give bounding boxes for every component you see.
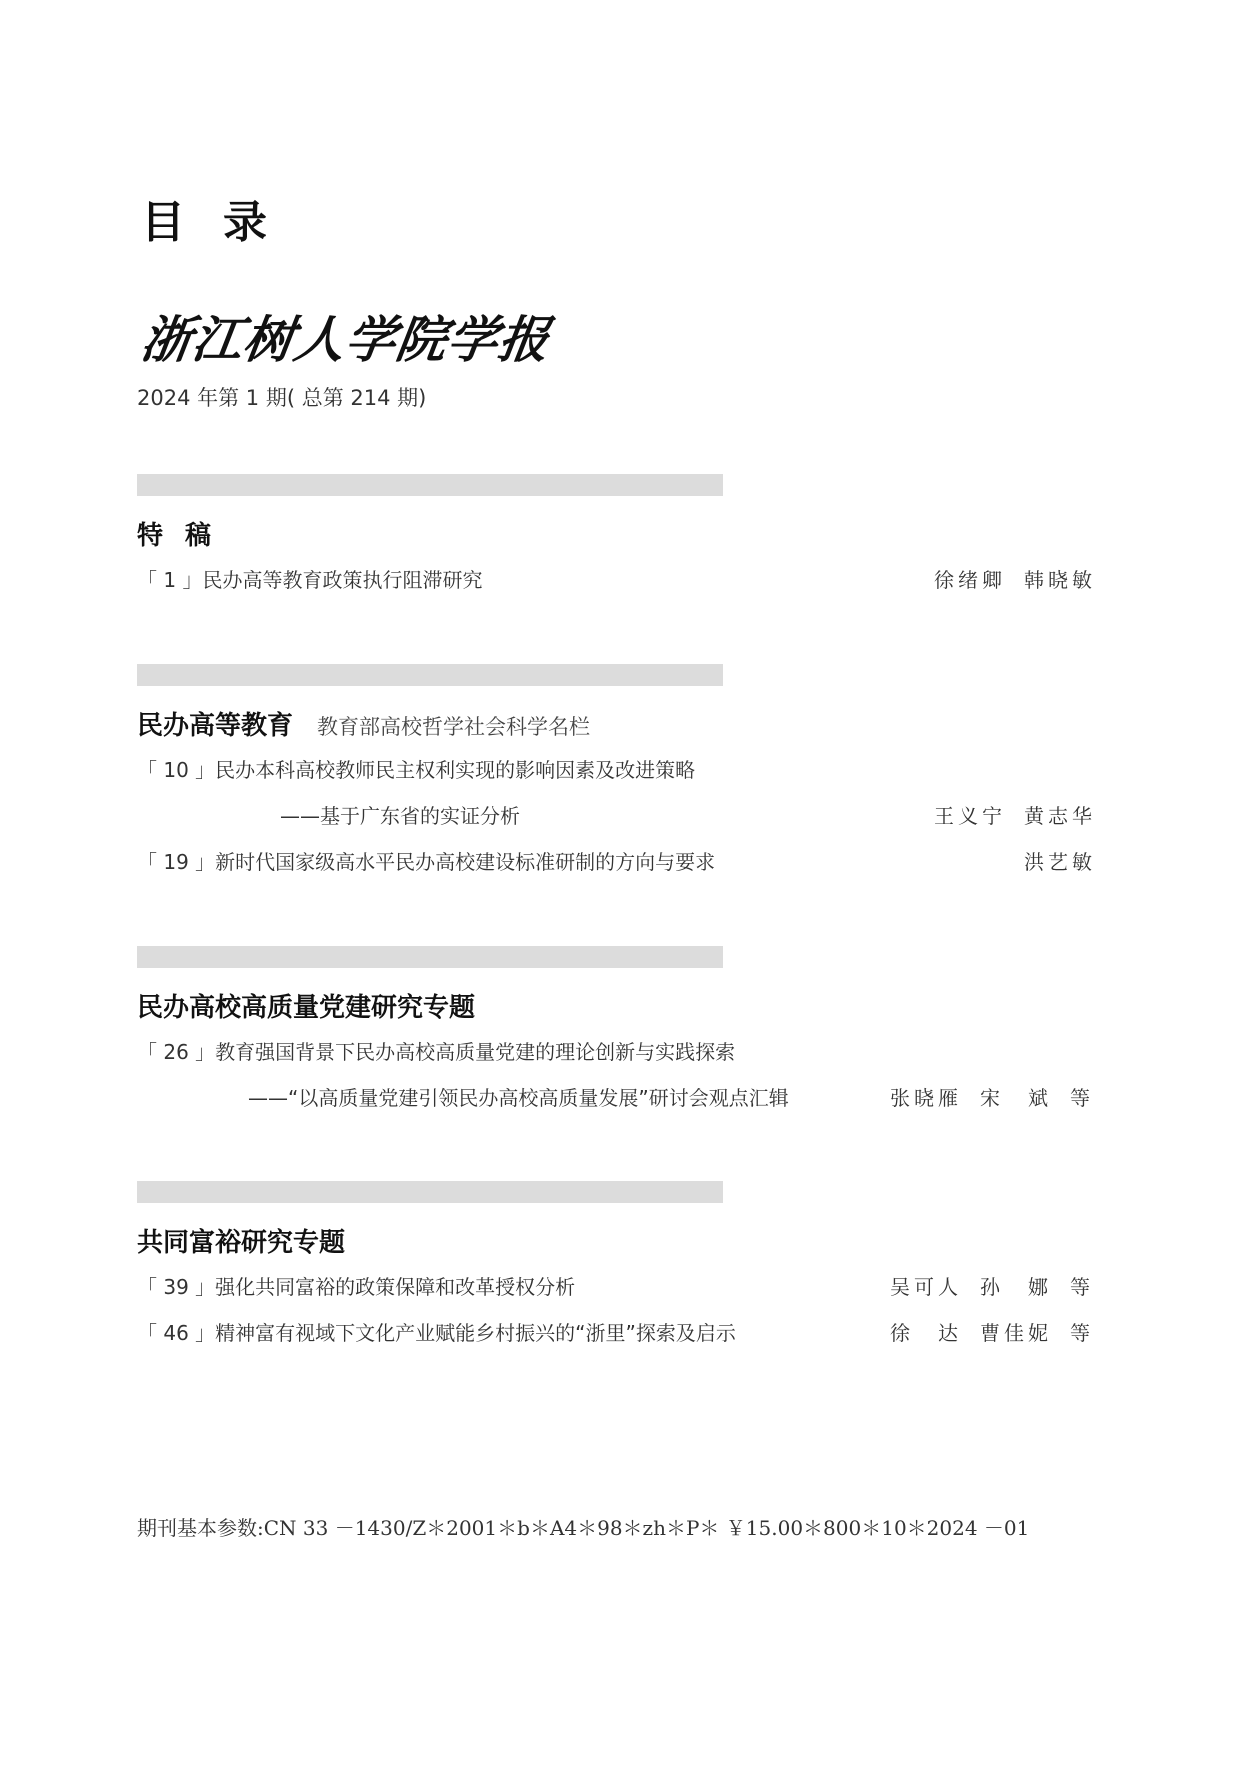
author-et-al: 等 — [1070, 1086, 1090, 1110]
article-title: 强化共同富裕的政策保障和改革授权分析 — [215, 1275, 576, 1299]
page-number: 「 19 」 — [137, 850, 216, 874]
journal-name-calligraphy: 浙江树人学院学报 — [137, 310, 554, 369]
journal-parameters: 期刊基本参数:CN 33 －1430/Z＊2001＊b＊A4＊98＊zh＊P＊ ￥15.00＊800＊10＊2024 －01 — [137, 1516, 1030, 1540]
authors — [868, 1271, 1092, 1303]
section-divider-bar — [137, 664, 723, 686]
toc-entry[interactable] — [137, 1036, 1092, 1068]
author: 张晓雁 — [890, 1086, 958, 1110]
authors — [912, 800, 1092, 832]
article-subtitle: ——“以高质量党建引领民办高校高质量发展”研讨会观点汇辑 — [248, 1086, 789, 1110]
author: 韩晓敏 — [1024, 568, 1092, 592]
section-title: 特稿 — [137, 521, 234, 551]
toc-entry[interactable] — [137, 1317, 1092, 1349]
author: 孙娜 — [980, 1275, 1048, 1299]
toc-heading: 目录 — [141, 197, 305, 248]
section-title: 民办高校高质量党建研究专题 — [137, 993, 476, 1023]
toc-entry[interactable] — [137, 564, 1092, 596]
article-title: 教育强国背景下民办高校高质量党建的理论创新与实践探索 — [215, 1040, 736, 1064]
page-number: 「 26 」 — [137, 1040, 216, 1064]
author: 洪艺敏 — [1024, 850, 1092, 874]
authors — [1002, 846, 1092, 878]
toc-entry[interactable] — [137, 846, 1092, 878]
author-et-al: 等 — [1070, 1321, 1090, 1345]
author-et-al: 等 — [1070, 1275, 1090, 1299]
article-subtitle: ——基于广东省的实证分析 — [280, 804, 520, 828]
author: 黄志华 — [1024, 804, 1092, 828]
toc-entry[interactable] — [137, 1271, 1092, 1303]
section-divider-bar — [137, 474, 723, 496]
author: 宋斌 — [980, 1086, 1048, 1110]
page-number: 「 10 」 — [137, 758, 216, 782]
toc-entry-subtitle[interactable] — [137, 1082, 1092, 1114]
authors — [868, 1317, 1092, 1349]
page-number: 「 39 」 — [137, 1275, 216, 1299]
issue-line: 2024 年第 1 期( 总第 214 期) — [137, 386, 427, 410]
article-title: 新时代国家级高水平民办高校建设标准研制的方向与要求 — [215, 850, 716, 874]
author: 徐达 — [890, 1321, 958, 1345]
section-title — [137, 708, 590, 745]
section-title: 共同富裕研究专题 — [137, 1228, 346, 1258]
toc-entry-subtitle[interactable] — [137, 800, 1092, 832]
section-title-text: 民办高等教育 — [137, 711, 294, 741]
page-number: 「 46 」 — [137, 1321, 216, 1345]
article-title: 民办本科高校教师民主权利实现的影响因素及改进策略 — [215, 758, 696, 782]
section-divider-bar — [137, 1181, 723, 1203]
authors — [912, 564, 1092, 596]
author: 吴可人 — [890, 1275, 958, 1299]
section-divider-bar — [137, 946, 723, 968]
article-title: 民办高等教育政策执行阻滞研究 — [202, 568, 483, 592]
author: 王义宁 — [934, 804, 1002, 828]
author: 曹佳妮 — [980, 1321, 1048, 1345]
authors — [868, 1082, 1092, 1114]
page-number: 「 1 」 — [137, 568, 203, 592]
author: 徐绪卿 — [934, 568, 1002, 592]
section-column-subtitle: 教育部高校哲学社会科学名栏 — [317, 715, 591, 739]
article-title: 精神富有视域下文化产业赋能乡村振兴的“浙里”探索及启示 — [215, 1321, 736, 1345]
toc-entry[interactable] — [137, 754, 1092, 786]
